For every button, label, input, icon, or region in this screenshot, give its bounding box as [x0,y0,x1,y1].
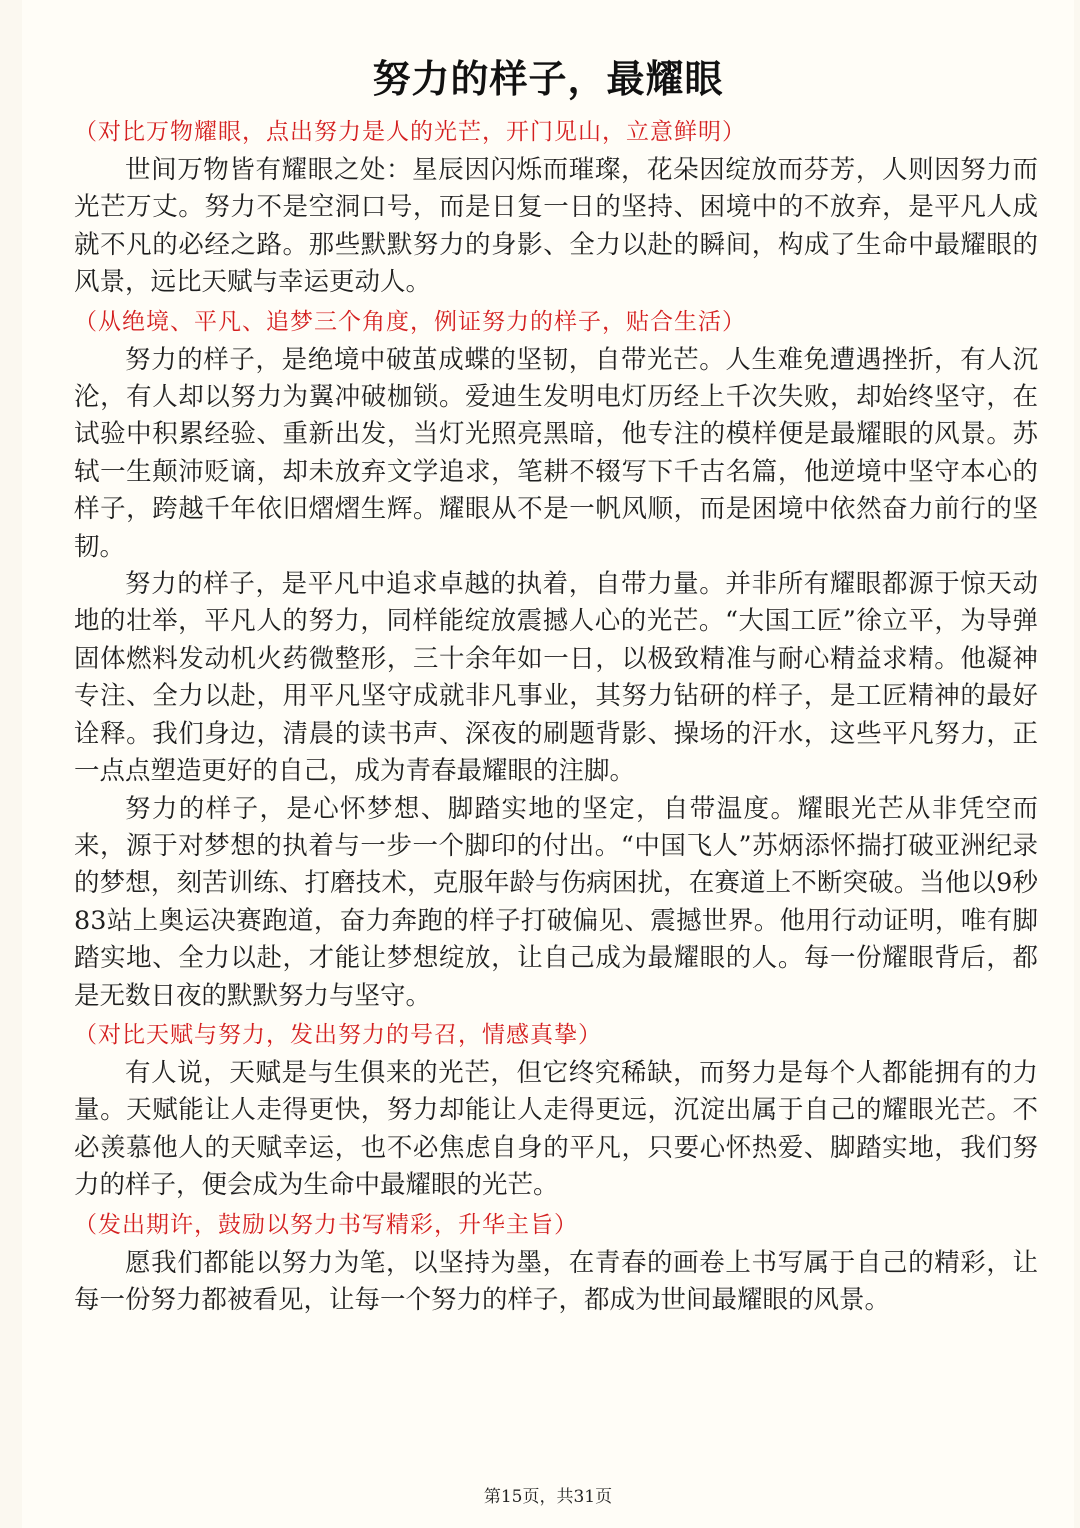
essay-body [74,112,1038,1319]
paragraph-ordinary: 努力的样子，是平凡中追求卓越的执着，自带力量。并非所有耀眼都源于惊天动地的壮举，平凡人的努力，同样能绽放震撼人心的光芒。“大国工匠”徐立平，为导弹固体燃料发动机火药微整形，三十余年如一日，以极致精准与耐心精益求精。他凝神专注、全力以赴，用平凡坚守成就非凡事业，其努力钻研的样子，是工匠精神的最好诠释。我们身边，清晨的读书声、深夜的刷题背影、操场的汗水，这些平凡努力，正一点点塑造更好的自己，成为青春最耀眼的注脚。 [74,569,1038,787]
annotation-conclusion: （发出期许，鼓励以努力书写精彩，升华主旨） [74,1211,578,1238]
paragraph-conclusion: 愿我们都能以努力为笔，以坚持为墨，在青春的画卷上书写属于自己的精彩，让每一份努力都被看见，让每一个努力的样子，都成为世间最耀眼的风景。 [74,1247,1038,1315]
paragraph-adversity: 努力的样子，是绝境中破茧成蝶的坚韧，自带光芒。人生难免遭遇挫折，有人沉沦，有人却以努力为翼冲破枷锁。爱迪生发明电灯历经上千次失败，却始终坚守，在试验中积累经验、重新出发，当灯光照亮黑暗，他专注的模样便是最耀眼的风景。苏轼一生颠沛贬谪，却未放弃文学追求，笔耕不辍写下千古名篇，他逆境中坚守本心的样子，跨越千年依旧熠熠生辉。耀眼从不是一帆风顺，而是困境中依然奋力前行的坚韧。 [74,344,1038,562]
annotation-examples: （从绝境、平凡、追梦三个角度，例证努力的样子，贴合生活） [74,308,746,335]
paragraph-talent: 有人说，天赋是与生俱来的光芒，但它终究稀缺，而努力是每个人都能拥有的力量。天赋能让人走得更快，努力却能让人走得更远，沉淀出属于自己的耀眼光芒。不必羡慕他人的天赋幸运，也不必焦虑自身的平凡，只要心怀热爱、脚踏实地，我们努力的样子，便会成为生命中最耀眼的光芒。 [74,1057,1038,1201]
page-number: 第15页，共31页 [483,1487,613,1507]
paragraph-intro: 世间万物皆有耀眼之处：星辰因闪烁而璀璨，花朵因绽放而芬芳，人则因努力而光芒万丈。努力不是空洞口号，而是日复一日的坚持、困境中的不放弃，是平凡人成就不凡的必经之路。那些默默努力的身影、全力以赴的瞬间，构成了生命中最耀眼的风景，远比天赋与幸运更动人。 [74,155,1038,298]
annotation-talent: （对比天赋与努力，发出努力的号召，情感真挚） [74,1021,602,1048]
annotation-intro: （对比万物耀眼，点出努力是人的光芒，开门见山，立意鲜明） [74,119,746,145]
essay-title: 努力的样子，最耀眼 [372,56,724,101]
paragraph-dream: 努力的样子，是心怀梦想、脚踏实地的坚定，自带温度。耀眼光芒从非凭空而来，源于对梦想的执着与一步一个脚印的付出。“中国飞人”苏炳添怀揣打破亚洲纪录的梦想，刻苦训练、打磨技术，克服年龄与伤病困扰，在赛道上不断突破。当他以9秒83站上奥运决赛跑道，奋力奔跑的样子打破偏见、震撼世界。他用行动证明，唯有脚踏实地、全力以赴，才能让梦想绽放，让自己成为最耀眼的人。每一份耀眼背后，都是无数日夜的默默努力与坚守。 [74,793,1038,1011]
